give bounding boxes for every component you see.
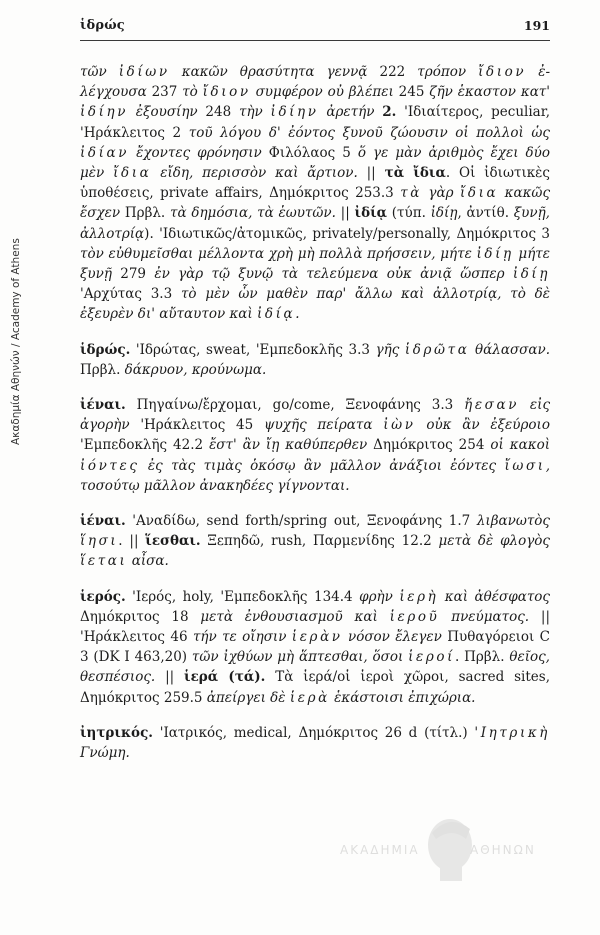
entry-text: 'Εμπεδοκλῆς 42.2 [80,437,210,454]
dictionary-entry [80,62,550,325]
entry-text: ἑκάστοισι ἐπιχώρια. [329,689,476,706]
entry-text: || [335,205,355,222]
entry-text: ἐξουσίην [128,104,206,121]
entry-text: μετὰ δὲ φλογὸς [438,533,550,550]
entry-text: Πρβλ. [124,205,170,222]
entry-text: 'Ιδρώτας, sweat, 'Εμπεδοκλῆς 3.3 [130,341,376,358]
entry-text: ἐς τὰς τιμὰς ὁκόσῳ ἂν μᾶλλον ἀνάξιοι ἐόντες [139,457,505,474]
entry-text: μήτε ξυνῇ [80,245,550,283]
entry-text: 279 [120,266,155,283]
entry-text: ἰδίᾳ [257,306,296,323]
entry-text: ἤεσαν [464,397,519,414]
entry-text: ἔχοντες φρόνησιν [129,144,269,161]
side-watermark [10,45,26,445]
entry-text: οἱ κακοὶ [490,437,550,454]
entry-headword: ἵεσθαι. [145,533,201,550]
entry-headword: ἰητρικός. [80,724,153,741]
entry-text: γὰρ [421,185,460,202]
entry-text: εἰς ἀγορὴν [80,397,550,434]
entry-headword: 2. [382,104,397,121]
entry-text: φρὴν [359,588,400,605]
entry-text: ἵεται [80,553,128,570]
entry-text: ὅ γε μὰν ἀριθμὸς ἔχει δύο μὲν [80,144,551,182]
entry-text: λιβανωτὸς [476,513,550,530]
entry-text: . || [118,533,146,550]
entry-text: 'Αναδίδω, send forth/spring out, Ξενοφάνης 1.7 [125,513,477,530]
entry-text: Πηγαίνω/ἔρχομαι, go/come, Ξενοφάνης 3.3 [125,397,465,414]
entry-text: κακῶς ἔσχεν [80,185,550,222]
entry-text: τρόπον [417,64,479,80]
entry-text: ψυχῆς πείρατα [264,417,384,434]
entry-text: τὸ μὲν ὧν μαθὲν παρ' ἄλλω καὶ ἀλλοτρίᾳ, τὸ δὲ ἐξευρὲν δι' αὔταυτον καὶ [80,286,550,323]
entry-headword: ἱδρώς. [80,341,131,358]
entry-text: Δημόκριτος 18 [80,608,201,625]
entry-text: ἴδια [113,165,152,182]
entry-text: ἰδίῃ [512,266,551,283]
entry-text: συμφέρον οὐ βλέπει [250,84,399,101]
entry-text: ἱεροῦ [389,608,440,625]
entry-text: ἱερὰ [289,689,330,706]
entry-text: ἰδίαν [80,144,130,161]
entry-text: || [155,669,185,686]
entry-text: τήν τε οἴησιν [192,629,292,646]
entry-text: μετὰ ἐνθουσιασμοῦ καὶ [200,608,390,625]
entry-text: ἐν γὰρ τῷ ξυνῷ τὰ τελεύμενα οὐκ ἀνιᾷ ὥσπερ [154,266,513,283]
dictionary-entry [80,340,550,380]
entry-text: Πρβλ. [80,361,125,378]
entry-text: || 'Ηράκλειτος 46 [80,608,550,646]
academy-logo-stamp [340,815,560,885]
entry-text: ἱεροί [408,649,456,666]
watermark-text: Ακαδημία Αθηνών / Academy of Athens [10,238,22,445]
page-number: 191 [523,18,550,33]
entry-text: || [357,165,385,182]
entry-text: ἱερὴ [399,588,439,605]
entry-text: ἱερὰν [291,629,343,646]
entry-text: ἴωσι [504,457,546,474]
logo-text-left: ΑΚΑΔΗΜΙΑ [340,843,420,857]
entry-text: ξυνῇ, ἀλλοτρίᾳ [80,205,550,242]
entry-text: τὸν εὐθυμεῖσθαι μέλλοντα χρὴ μὴ πολλὰ πρήσσειν, μήτε [80,245,477,262]
entry-text: ἵησι [80,533,119,550]
dictionary-entry [80,395,550,496]
entry-text: 'Ιδιαίτερος, peculiar, 'Ηράκλειτος 2 [80,104,550,141]
entry-text: ἰδίην [80,104,129,121]
entry-headword: ἰδίᾳ [354,205,387,222]
entry-text: γῆς [375,341,405,358]
entry-text: τὸ [182,84,203,101]
entry-text: . Οἱ ἰδιωτικὲς ὑποθέσεις, private affairs, Δημόκριτος 253.3 [80,165,550,202]
entry-text: ἐ-λέγχουσα [80,64,551,101]
logo-text-right: ΑΘΗΝΩΝ [470,843,536,857]
entry-text: ). 'Ιδιωτικῶς/ἀτομικῶς, privately/personally, Δημόκριτος 3 [144,225,550,242]
entry-text: Τὰ ἱερά/οἱ ἱεροὶ χῶροι, sacred sites, Δημόκριτος 259.5 [80,669,550,706]
entry-text: οὐκ ἂν ἐξεύροιο [415,417,550,434]
entry-text: Ξεπηδῶ, rush, Παρμενίδης 12.2 [200,533,439,550]
entry-text: θεῖος, θεσπέσιος. [80,649,550,686]
entry-text: ἀπείργει δὲ [206,689,290,706]
entry-text: Φιλόλαος 5 [268,144,358,161]
entry-text: Πυθαγόρειοι C 3 (DK I 463,20) [80,629,550,666]
entry-text: (τύπ. [387,205,431,222]
entry-text: τῶν [80,64,119,80]
entry-text: δάκρυον, κρούνωμα. [124,361,267,378]
entry-headword: τὰ ἴδια [384,165,446,182]
dictionary-entry [80,511,550,572]
header-rule [80,40,550,41]
entry-text: Δημόκριτος 254 [373,437,491,454]
entry-text: ἰόντες [80,457,140,474]
entry-text: 'Αρχύτας 3.3 [80,286,181,303]
entry-text: ἰδίῃ [476,245,514,262]
entry-text: ἰὼν [383,417,416,434]
entry-text: 248 [205,104,239,121]
entry-text: ἴδιον [202,84,251,101]
entry-text: Γνώμη. [80,745,130,762]
entry-text: . [295,306,300,323]
entry-text: , τοσούτῳ μᾶλλον ἀνακηδέες γίγνονται. [80,457,550,494]
entry-text: ἰδίην [270,104,319,121]
entry-text: εἴδη, περισσὸν καὶ ἄρτιον. [151,165,358,182]
entry-text: ἱδρῶτα [404,341,470,358]
entry-text: ἴδια [459,185,499,202]
entry-text: 237 [151,84,183,101]
entry-text: ζῆν ἑκαστον κατ' [429,84,550,101]
entry-text: 'Ηράκλειτος 45 [140,417,265,434]
entry-text: ἴδιον [478,64,527,80]
entry-text: τῶν ἰχθύων μὴ ἅπτεσθαι, ὅσοι [191,649,409,666]
entry-text: πνεύματος. [439,608,530,625]
entry-text: 245 [398,84,430,101]
entry-text: κακῶν θρασύτητα γεννᾷ [169,64,380,80]
entry-text: νόσον ἔλεγεν [342,629,448,646]
entry-text: . Πρβλ. [455,649,510,666]
entry-text: καὶ ἀθέσφατος [438,588,550,605]
entry-text: 'Ιητρικὴ [474,724,550,741]
entry-text: τὰ [400,185,422,202]
entry-text: 'Ιατρικός, medical, Δημόκριτος 26 d (τίτλ.) [152,724,475,741]
entry-text: ἰδίῃ [430,205,458,222]
entry-headword: ἰέναι. [80,397,126,414]
entry-text: , ἀντίθ. [457,205,514,222]
entry-text: τὴν [238,104,271,121]
entry-text: θάλασσαν. [469,341,550,358]
entry-headword: ἱερός. [80,588,126,605]
entry-headword: ἱέναι. [80,513,126,530]
entry-text: 'Ιερός, holy, 'Εμπεδοκλῆς 134.4 [125,588,360,605]
entry-text: ἔστ' ἂν ἴῃ καθύπερθεν [209,437,374,454]
dictionary-entry [80,587,550,708]
entry-text: τοῦ λόγου δ' ἐόντος ξυνοῦ ζώουσιν οἱ πολλοὶ ὡς [188,124,550,141]
dictionary-entry [80,723,550,763]
running-head [80,18,550,40]
entry-text: ἀρετήν [318,104,383,121]
entry-text: ἰδίων [118,64,170,80]
entry-text: τὰ δημόσια, τὰ ἑωυτῶν. [169,205,336,222]
entry-text: αἶσα. [127,553,169,570]
running-head-title: ἱδρώς [80,18,125,33]
entry-text: 222 [379,64,418,80]
entry-headword: ἱερά (τά). [184,669,266,686]
dictionary-text [80,62,550,778]
